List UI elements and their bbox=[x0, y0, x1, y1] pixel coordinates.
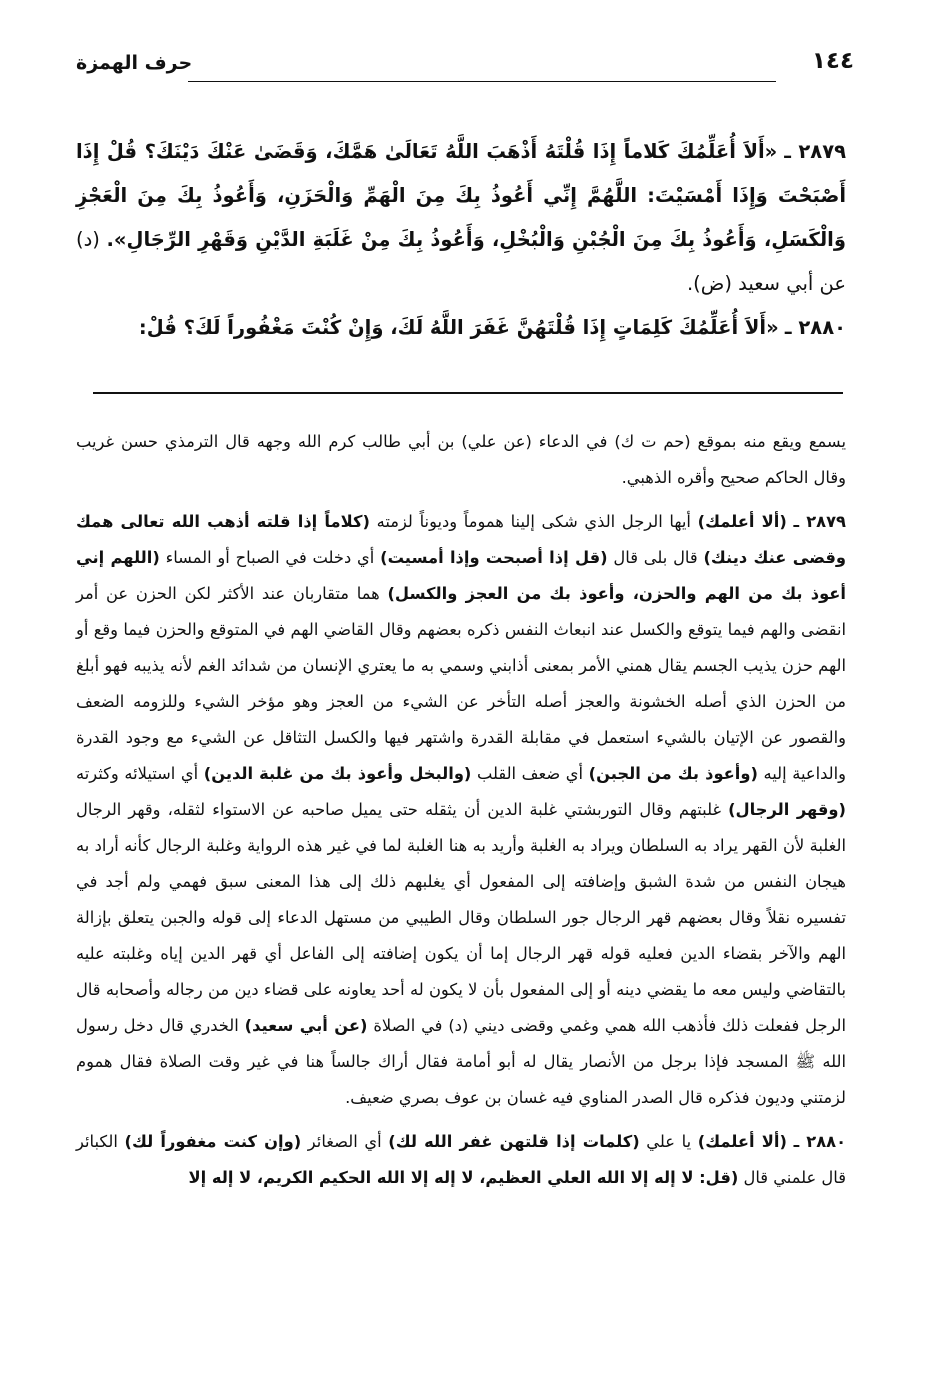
hadith-text: «أَلاَ أُعَلِّمُكَ كَلِمَاتٍ إِذَا قُلْتَهُنَّ غَفَرَ اللَّهُ لَكَ، وَإِنْ كُنْتَ مَغْفُوراً لَكَ؟ قُلْ: bbox=[138, 316, 779, 339]
commentary-text: أيها الرجل الذي شكى إلينا هموماً وديوناً لزمته bbox=[369, 512, 698, 531]
commentary-number: ٢٨٧٩ ـ bbox=[793, 512, 846, 531]
commentary-quote: (وإن كنت مغفوراً لك) bbox=[124, 1132, 302, 1151]
commentary-text: قال بلى قال bbox=[607, 548, 704, 567]
commentary-text: أي استيلائه وكثرته bbox=[76, 764, 204, 783]
hadith-number: ٢٨٨٠ ـ bbox=[784, 316, 846, 339]
commentary-quote: (والبخل وأعوذ بك من غلبة الدين) bbox=[203, 764, 472, 783]
commentary-quote: (كلاماً إذا قلته أذهب الله تعالى همك وقضى عنك دينك) bbox=[76, 512, 846, 567]
commentary-quote: (اللهم إني أعوذ بك من الهم والحزن، وأعوذ بك من العجز والكسل) bbox=[76, 548, 847, 603]
commentary-text: أي ضعف القلب bbox=[471, 764, 589, 783]
hadith-text-section bbox=[76, 130, 846, 350]
commentary-section bbox=[76, 424, 846, 1204]
commentary-text: الخدري قال دخل رسول الله ﷺ المسجد فإذا برجل من الأنصار يقال له أبو أمامة فقال أراك جالساً هنا في غير وقت الصلاة فقال هموم لزمتني وديون فذكره قال الصدر المناوي فيه غسان بن عوف بصري ضعيف. bbox=[76, 1016, 846, 1107]
commentary-paragraph bbox=[76, 504, 846, 1116]
commentary-text: غلبتهم وقال التوربشتي غلبة الدين أن يثقله حتى يميل صاحبه عن الاستواء لثقله، وقهر الرجال الغلبة لأن القهر يراد به السلطان ويراد به الغلبة وأريد به هنا الغلبة لما في غير هذه الرواية وغلبة الرجال كأنه أراد به هيجان النفس من شدة الشبق وإضافته إلى المفعول أي يغلبهم ذلك إلى هذا المعنى سبق فهمي ولم أجد في تفسيره نقلاً وقال بعضهم قهر الرجال جور السلطان وقال الطيبي من مستهل الدعاء إلى قوله والجبن يتعلق بإزالة الهم والآخر بقضاء الدين فعليه قوله قهر الرجال إما أن يكون إضافته إلى الفاعل أي قهر الدين إياه وغلبته عليه بالتقاضي وليس معه ما يقضي دينه أو إلى المفعول بأن لا يكون له أحد يعاونه على قضاء دين من رجاله وأصحابه قال الرجل ففعلت ذلك فأذهب الله همي وغمي وقضى ديني (د) في الصلاة bbox=[76, 800, 846, 1035]
commentary-text: هما متقاربان عند الأكثر لكن الحزن عن أمر انقضى والهم فيما يتوقع والكسل عند انبعاث النفس ذكره بعضهم وقال القاضي الهم في المتوقع والحزن فيما وقع أو الهم حزن يذيب الجسم يقال همني الأمر بمعنى أذابني وسمي به ما يعتري الإنسان من شدائد الغم لأنه يذيبه فهو أبلغ من الحزن الذي أصله الخشونة والعجز أصله التأخر عن الشيء من العجز وهو مؤخر الشيء وللزومه الضعف والقصور عن الإتيان بالشيء استعمل في مقابلة القدرة واشتهر فيها والكسل التثاقل عن الشيء مع وجود القدرة والداعية إليه bbox=[76, 584, 847, 783]
commentary-quote: (ألا أعلمك) bbox=[697, 1132, 787, 1151]
commentary-text: أي الصغائر bbox=[301, 1132, 389, 1151]
section-divider bbox=[93, 392, 843, 394]
commentary-number: ٢٨٨٠ ـ bbox=[793, 1132, 847, 1151]
commentary-quote: (قل إذا أصبحت وإذا أمسيت) bbox=[380, 548, 608, 567]
header-rule bbox=[188, 81, 776, 82]
hadith-entry bbox=[76, 306, 846, 350]
commentary-quote: (ألا أعلمك) bbox=[697, 512, 787, 531]
running-title: حرف الهمزة bbox=[76, 52, 193, 74]
hadith-entry bbox=[76, 130, 846, 306]
commentary-quote: (عن أبي سعيد) bbox=[244, 1016, 368, 1035]
commentary-paragraph bbox=[76, 1124, 846, 1196]
hadith-number: ٢٨٧٩ ـ bbox=[784, 140, 846, 163]
page-header bbox=[70, 44, 860, 92]
commentary-quote: (وقهر الرجال) bbox=[728, 800, 846, 819]
commentary-paragraph bbox=[76, 424, 846, 496]
page-number: ١٤٤ bbox=[811, 48, 854, 74]
commentary-quote: (وأعوذ بك من الجبن) bbox=[588, 764, 758, 783]
hadith-source: (د) عن أبي سعيد (ض). bbox=[76, 228, 846, 295]
hadith-text: «أَلاَ أُعَلِّمُكَ كَلاماً إِذَا قُلْتَهُ أَذْهَبَ اللَّهُ تَعَالَىٰ هَمَّكَ، وَقَضَىٰ عَنْكَ دَيْنَكَ؟ قُلْ إِذَا أَصْبَحْتَ وَإِذَا أَمْسَيْتَ: اللَّهُمَّ إِنِّي أَعُوذُ بِكَ مِنَ الْهَمِّ وَالْحَزَنِ، وَأَعُوذُ بِكَ مِنَ الْعَجْزِ وَالْكَسَلِ، وَأَعُوذُ بِكَ مِنَ الْجُبْنِ وَالْبُخْلِ، وَأَعُوذُ بِكَ مِنْ غَلَبَةِ الدَّيْنِ وَقَهْرِ الرِّجَالِ». bbox=[76, 140, 846, 251]
commentary-text: الكبائر قال علمني قال bbox=[76, 1132, 846, 1187]
commentary-quote: (كلمات إذا قلتهن غفر الله لك) bbox=[388, 1132, 640, 1151]
commentary-quote: (قل: لا إله إلا الله العلي العظيم، لا إله إلا الله الحكيم الكريم، لا إله إلا bbox=[188, 1168, 739, 1187]
commentary-text: يسمع ويقع منه بموقع (حم ت ك) في الدعاء (عن علي) بن أبي طالب كرم الله وجهه قال الترمذي حسن غريب وقال الحاكم صحيح وأقره الذهبي. bbox=[76, 432, 846, 487]
commentary-text: أي دخلت في الصباح أو المساء bbox=[159, 548, 381, 567]
commentary-text: يا علي bbox=[639, 1132, 698, 1151]
